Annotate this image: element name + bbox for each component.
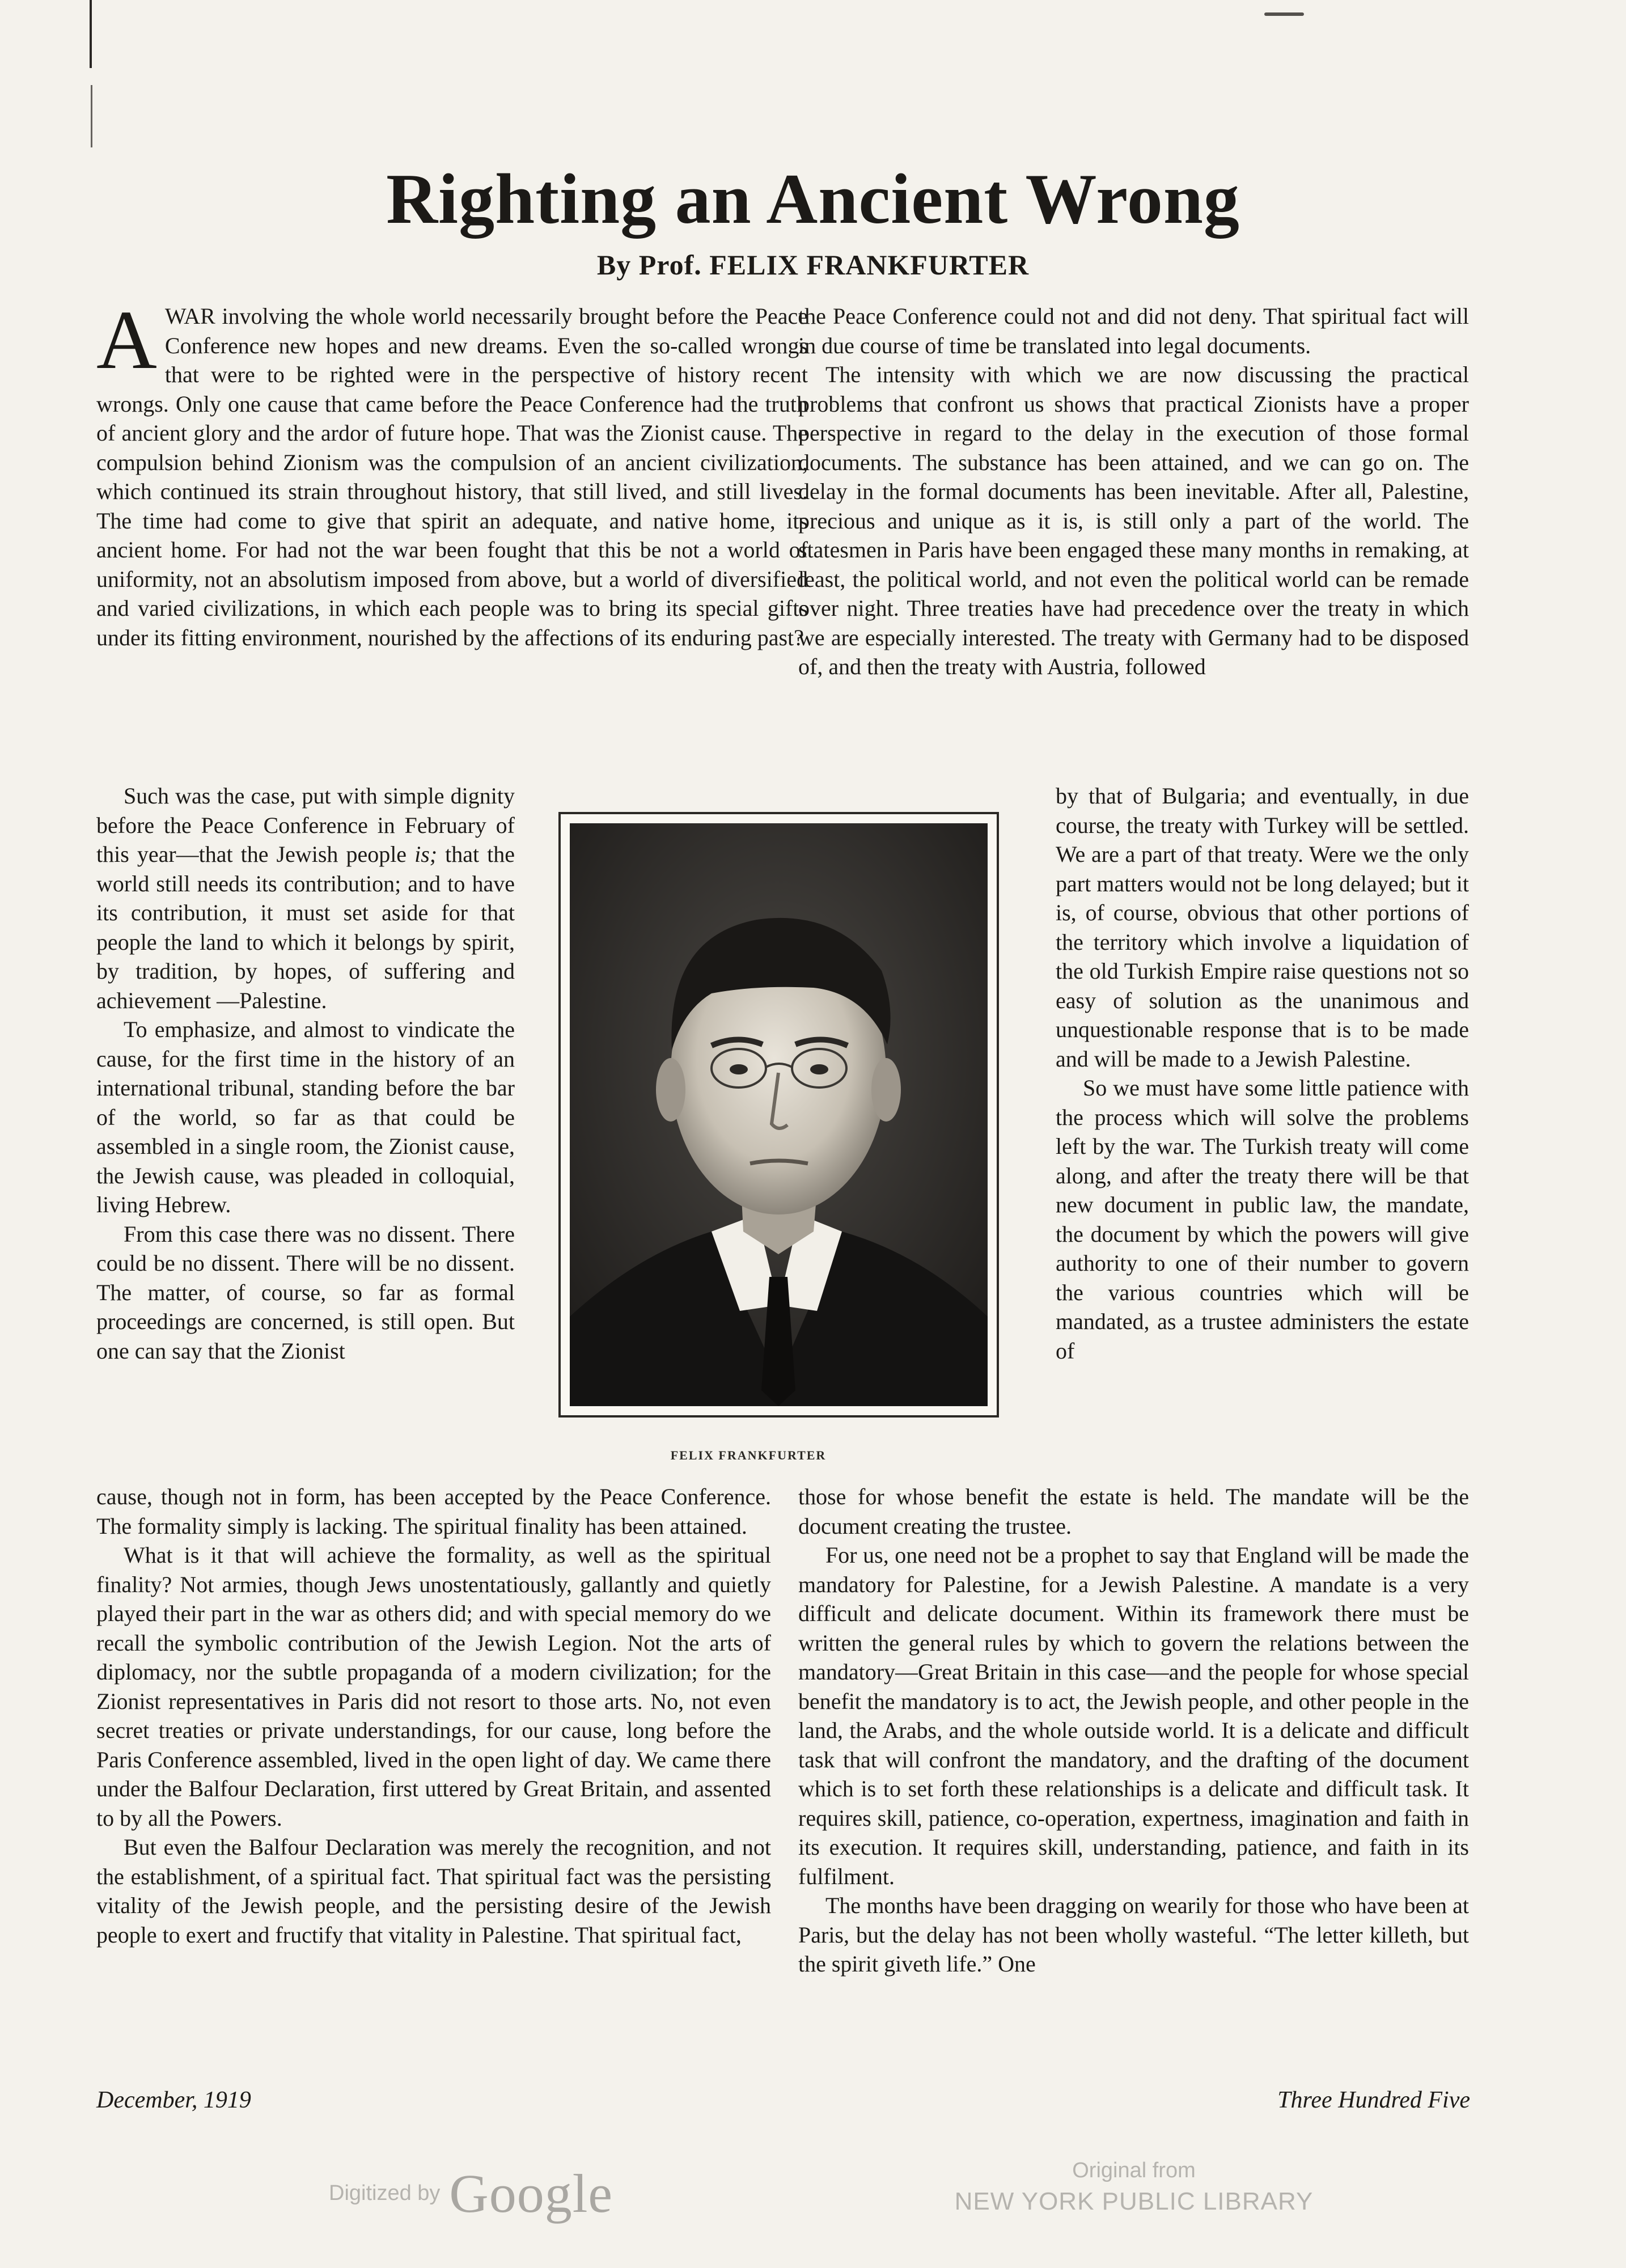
paragraph: The intensity with which we are now discussing the practical problems that confront us shows that practical Zionists have a proper perspective in regard to the delay in the execution of those formal documents. The substance has been attained, and we can go on. The delay in the formal documents has been inevitable. After all, Palestine, precious and unique as it is, is still only a part of the world. The statesmen in Paris have been engaged these many months in remaking, at least, the political world, and not even the political world can be remade over night. Three treaties have had precedence over the treaty in which we are especially interested. The treaty with Germany had to be disposed of, and then the treaty with Austria, followed bbox=[798, 362, 1469, 679]
paragraph-text: involving the whole world necessarily brought before the Peace Conference new hopes and new dreams. Even the so-called wrongs that were to be righted were in the perspective of history recent wrongs. Only one cause that came before the Peace Conference had the truth of ancient glory and the ardor of future hope. That was the Zionist cause. The compulsion behind Zionism was the compulsion of an ancient civilization, which continued its strain throughout history, that still lived, and still lives. The time had come to give that spirit an adequate, and native home, its ancient home. For had not the war been fought that this be not a world of uniformity, not an absolutism imposed from above, but a world of diversified and varied civilizations, in which each people was to bring its special gifts under its fitting environment, nourished by the affections of its enduring past? bbox=[96, 303, 808, 650]
scan-artifact-mark bbox=[91, 85, 92, 147]
paragraph: To emphasize, and almost to vindicate the cause, for the first time in the history of an international tribunal, standing before the bar of the world, so far as that could be assembled in a single room, the Zionist cause, the Jewish cause, was pleaded in colloquial, living Hebrew. bbox=[96, 1017, 515, 1217]
google-logo: Google bbox=[449, 2163, 613, 2224]
paragraph: So we must have some little patience with the process which will solve the problems left by the war. The Turkish treaty will come along, and after the treaty there will be that new document in public law, the mandate, the document by which the powers will give authority to one of their number to govern the various countries which will be mandated, as a trustee administers the estate of bbox=[1056, 1075, 1469, 1364]
scan-artifact-mark bbox=[1264, 12, 1304, 16]
byline-author: FELIX FRANKFURTER bbox=[709, 249, 1030, 281]
left-column-top-text bbox=[96, 294, 808, 652]
left-column-middle-text bbox=[96, 781, 515, 1365]
author-portrait-photo bbox=[558, 812, 999, 1417]
original-from-label: Original from bbox=[1072, 2159, 1196, 2182]
photo-caption: FELIX FRANKFURTER bbox=[670, 1448, 827, 1462]
paragraph bbox=[96, 781, 515, 1015]
byline-prefix: By Prof. bbox=[596, 249, 702, 281]
paragraph: For us, one need not be a prophet to say that England will be made the mandatory for Palestine, for a Jewish Palestine. A mandate is a very difficult and delicate document. Within its framework there must be written the general rules by which to govern the relations between the mandatory—Great Britain in this case—and the people for whose special benefit the mandatory is to act, the Jewish people, and other people in the land, the Arabs, and the whole outside world. It is a delicate and difficult task that will confront the mandatory, and the drafting of the document which is to set forth these relationships is a delicate and difficult task. It requires skill, patience, co-operation, expertness, imagination and faith in its execution. It requires skill, understanding, patience, and faith in its fulfilment. bbox=[798, 1542, 1469, 1889]
paragraph: by that of Bulgaria; and eventually, in due course, the treaty with Turkey will be settled. We are a part of that treaty. Were we the only part matters would not be long delayed; but it is, of course, obvious that other portions of the territory which involve a liquidation of the old Turkish Empire raise questions not so easy of solution as the unanimous and unquestionable response that is to be made and will be made to a Jewish Palestine. bbox=[1056, 783, 1469, 1072]
article-title: Righting an Ancient Wrong bbox=[386, 160, 1240, 239]
paragraph: From this case there was no dissent. There could be no dissent. There will be no dissent. The matter, of course, so far as formal proceedings are concerned, is still open. But one can say that the Zionist bbox=[96, 1221, 515, 1364]
paragraph: The months have been dragging on wearily for those who have been at Paris, but the delay has not been wholly wasteful. “The letter killeth, but the spirit giveth life.” One bbox=[798, 1893, 1469, 1977]
paragraph-text: Such was the case, put with simple dignity before the Peace Conference in February of this year—that the Jewish people bbox=[96, 783, 515, 867]
scan-artifact-mark bbox=[90, 0, 92, 68]
right-column-middle-text bbox=[1056, 781, 1469, 1365]
paragraph bbox=[96, 294, 808, 652]
drop-cap: A bbox=[96, 294, 157, 387]
right-column-bottom-text bbox=[798, 1482, 1469, 1979]
article-byline bbox=[0, 248, 1626, 281]
portrait-illustration bbox=[570, 823, 988, 1406]
left-column-bottom-text bbox=[96, 1482, 771, 1949]
emphasis-text: is; bbox=[414, 841, 438, 867]
paragraph: cause, though not in form, has been accepted by the Peace Conference. The formality simply is lacking. The spiritual finality has been attained. bbox=[96, 1484, 771, 1539]
digitized-by-label: Digitized by bbox=[329, 2181, 441, 2205]
footer-date: December, 1919 bbox=[96, 2087, 251, 2113]
paragraph-text: that the world still needs its contribution; and to have its contribution, it must set aside for that people the land to which it belongs by spirit, by tradition, by hopes, of suffering and achievement —Palestine. bbox=[96, 841, 515, 1013]
paragraph: those for whose benefit the estate is held. The mandate will be the document creating the trustee. bbox=[798, 1484, 1469, 1539]
right-column-top-text bbox=[798, 302, 1469, 682]
paragraph: But even the Balfour Declaration was merely the recognition, and not the establishment, of a spiritual fact. That spiritual fact was the persisting vitality of the Jewish people, and the persisting desire of the Jewish people to exert and fructify that vitality in Palestine. That spiritual fact, bbox=[96, 1834, 771, 1948]
library-name: NEW YORK PUBLIC LIBRARY bbox=[954, 2187, 1314, 2215]
paragraph: the Peace Conference could not and did not deny. That spiritual fact will in due course of time be translated into legal documents. bbox=[798, 303, 1469, 358]
original-source-watermark bbox=[952, 2156, 1315, 2218]
digitized-by-watermark bbox=[329, 2159, 613, 2227]
paragraph: What is it that will achieve the formality, as well as the spiritual finality? Not armies, though Jews unostentatiously, gallantly and quietly played their part in the war as others did; and with special memory do we recall the symbolic contribution of the Jewish Legion. Not the arts of diplomacy, nor the subtle propaganda of a modern civilization; for the Zionist representatives in Paris did not resort to those arts. No, not even secret treaties or private understandings, for our cause, long before the Paris Conference assembled, lived in the open light of day. We came there under the Balfour Declaration, first uttered by Great Britain, and assented to by all the Powers. bbox=[96, 1542, 771, 1831]
paragraph-lead-word: WAR bbox=[164, 303, 215, 329]
portrait-image bbox=[570, 823, 988, 1406]
footer-page-number: Three Hundred Five bbox=[1277, 2087, 1470, 2113]
